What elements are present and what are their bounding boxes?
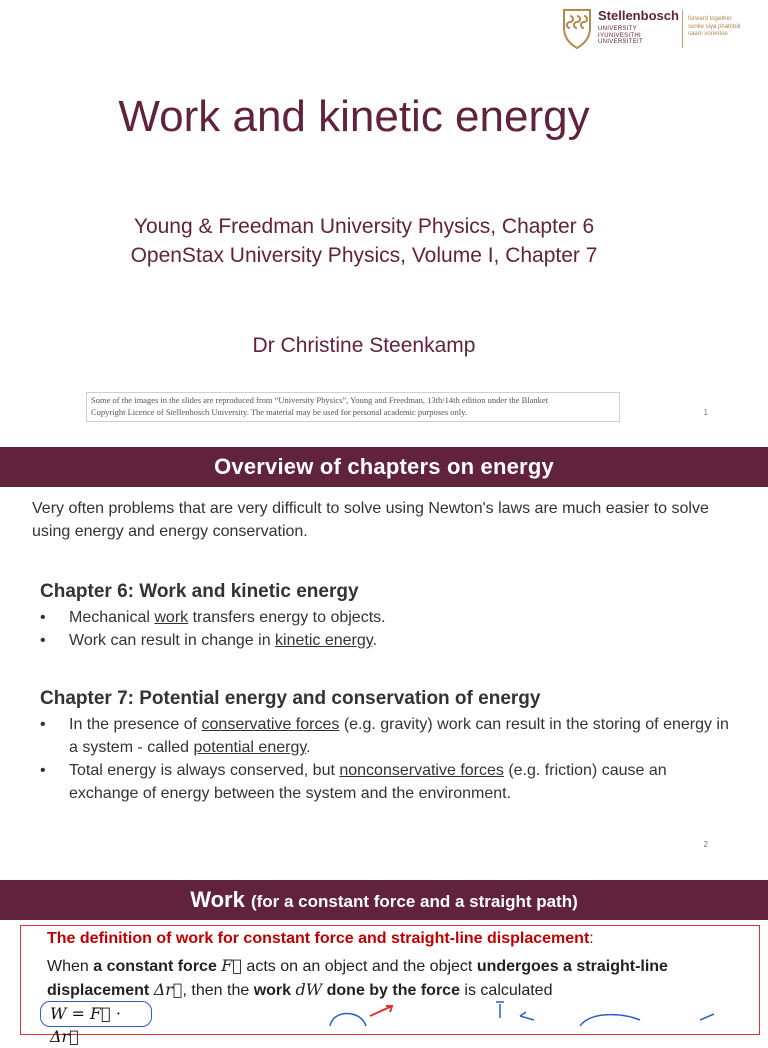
chapter6-heading: Chapter 6: Work and kinetic energy	[40, 581, 359, 602]
intro-paragraph: Very often problems that are very difficult to solve using Newton's laws are much easier to solve using energy and energy conservation.	[32, 500, 709, 540]
logo-brand: Stellenbosch	[598, 8, 679, 23]
slide-title: Work and kinetic energy	[118, 92, 590, 141]
work-formula: W = F⃗ · Δr⃗	[40, 1001, 152, 1027]
list-item: • Work can result in change in kinetic energy.	[40, 629, 740, 652]
slide-subtitle: Young & Freedman University Physics, Chapter 6 OpenStax University Physics, Volume I, Chapter 7	[130, 215, 598, 267]
overview-slide	[0, 447, 768, 867]
logo-subtitle: UNIVERSITY IYUNIVESITHI UNIVERSITEIT	[598, 26, 643, 45]
logo-motto: forward together sonke siya phambili saam vorentoe	[688, 16, 741, 37]
logo-divider	[682, 10, 683, 48]
chapter7-heading: Chapter 7: Potential energy and conservation of energy	[40, 688, 541, 709]
university-shield-icon	[562, 8, 592, 50]
slide-banner: Overview of chapters on energy	[0, 447, 768, 487]
work-slide	[0, 880, 768, 1046]
list-item: • In the presence of conservative forces (e.g. gravity) work can result in the storing of energy in a system - called potential energy.	[40, 713, 740, 759]
author-name: Dr Christine Steenkamp	[252, 334, 476, 357]
page-number: 2	[703, 840, 708, 849]
chapter6-bullets	[40, 606, 740, 652]
copyright-notice: Some of the images in the slides are reproduced from “University Physics”, Young and Freedman, 13th/14th edition under the Blanket Copyright Licence of Stellenbosch University. The material may be used for personal academic purposes only.	[86, 392, 620, 422]
slide-banner: Work (for a constant force and a straight path)	[0, 880, 768, 920]
definition-title: The definition of work for constant force and straight-line displacement:	[47, 930, 594, 947]
page-number: 1	[703, 408, 708, 417]
list-item: • Mechanical work transfers energy to objects.	[40, 606, 740, 629]
list-item: • Total energy is always conserved, but nonconservative forces (e.g. friction) cause an exchange of energy between the system and the environment.	[40, 759, 740, 805]
title-slide	[0, 0, 768, 440]
force-sketch-icon	[300, 996, 740, 1026]
university-logo	[562, 8, 762, 54]
chapter7-bullets	[40, 713, 740, 805]
definition-text: When a constant force F⃗ acts on an object and the object undergoes a straight-line displacement Δr⃗, then the work dW done by the force is calculated	[47, 956, 668, 999]
